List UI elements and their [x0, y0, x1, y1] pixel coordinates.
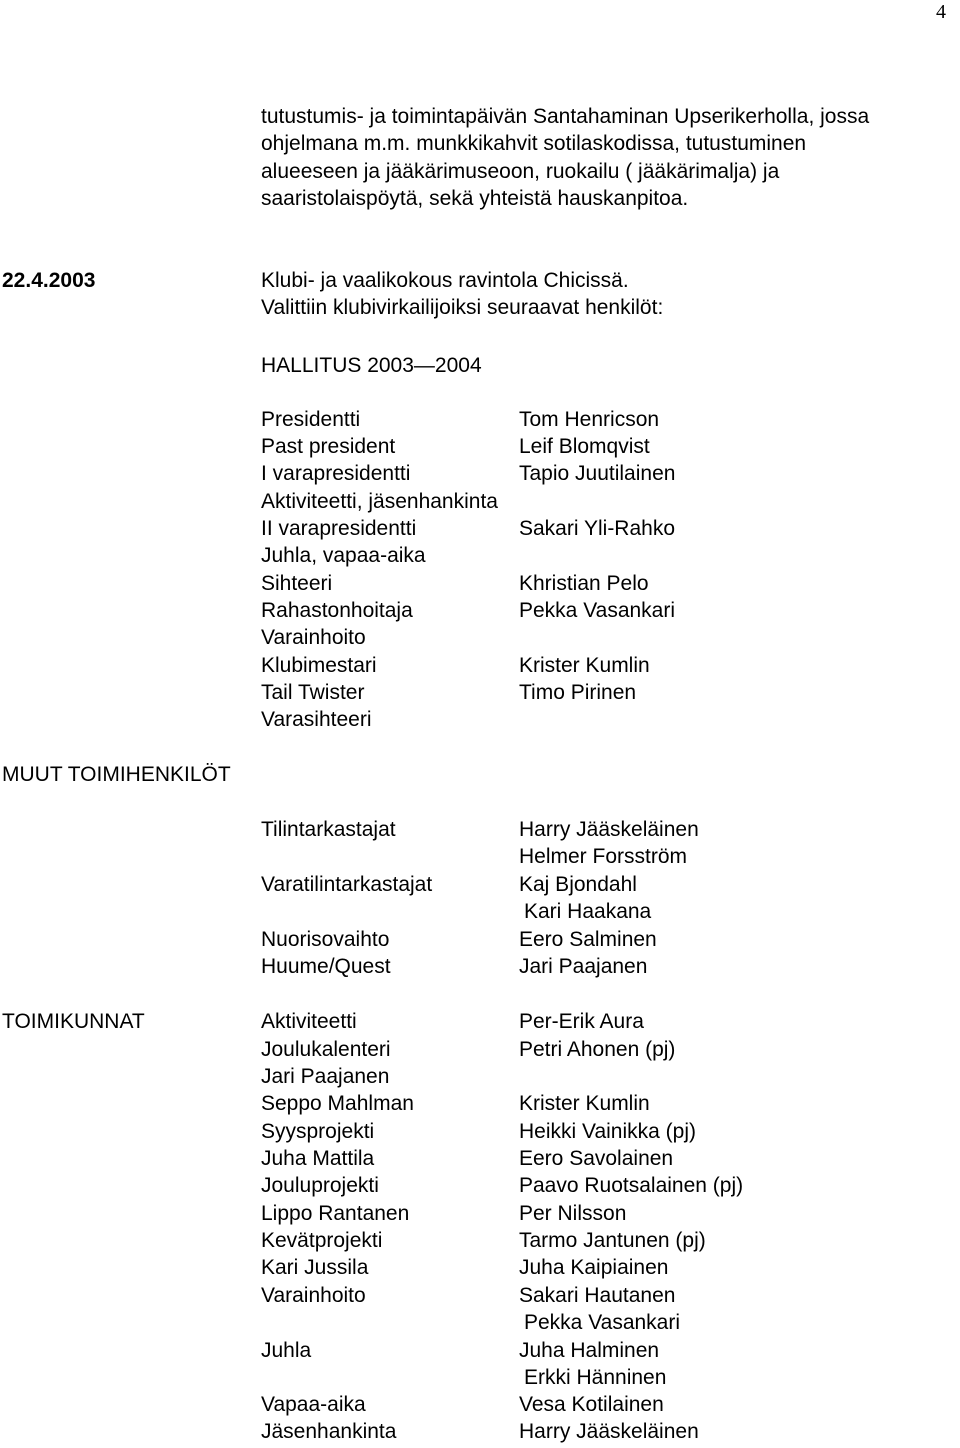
hallitus-role: Juhla, vapaa-aika	[261, 544, 426, 567]
toimikunta-role: Aktiviteetti	[261, 1010, 357, 1033]
toimikunta-role: Juha Mattila	[261, 1147, 375, 1170]
hallitus-role: Past president	[261, 435, 396, 458]
hallitus-name: Tapio Juutilainen	[519, 462, 676, 485]
toimikunta-name: Harry Jääskeläinen	[519, 1420, 699, 1443]
toimikunta-role: Jouluprojekti	[261, 1174, 379, 1197]
hallitus-name: Krister Kumlin	[519, 654, 650, 677]
muut-name: Eero Salminen	[519, 928, 657, 951]
toimikunta-name: Paavo Ruotsalainen (pj)	[519, 1174, 744, 1197]
muut-heading: MUUT TOIMIHENKILÖT	[2, 763, 231, 786]
muut-name: Kari Haakana	[524, 900, 652, 923]
toimikunta-name: Per Nilsson	[519, 1202, 627, 1225]
muut-role: Varatilintarkastajat	[261, 873, 433, 896]
intro-line: alueeseen ja jääkärimuseoon, ruokailu ( jääkärimalja) ja	[261, 159, 780, 183]
toimikunta-role: Jäsenhankinta	[261, 1420, 397, 1443]
muut-role: Tilintarkastajat	[261, 818, 396, 841]
hallitus-role: II varapresidentti	[261, 517, 417, 540]
toimikunta-name: Pekka Vasankari	[524, 1311, 681, 1334]
toimikunta-name: Tarmo Jantunen (pj)	[519, 1229, 706, 1252]
toimikunta-role: Lippo Rantanen	[261, 1202, 410, 1225]
muut-name: Helmer Forsström	[519, 845, 688, 868]
toimikunta-name: Sakari Hautanen	[519, 1284, 676, 1307]
meeting-title: Klubi- ja vaalikokous ravintola Chicissä.	[261, 269, 629, 292]
hallitus-role: Varainhoito	[261, 626, 366, 649]
toimikunta-role: Juhla	[261, 1339, 312, 1362]
toimikunta-role: Kari Jussila	[261, 1256, 369, 1279]
hallitus-role: Tail Twister	[261, 681, 365, 704]
hallitus-heading: HALLITUS 2003—2004	[261, 354, 482, 377]
meeting-subtitle: Valittiin klubivirkailijoiksi seuraavat henkilöt:	[261, 296, 664, 320]
intro-line: tutustumis- ja toimintapäivän Santahaminan Upserikerholla, jossa	[261, 105, 870, 128]
toimikunta-role: Varainhoito	[261, 1284, 366, 1307]
hallitus-name: Leif Blomqvist	[519, 435, 650, 458]
hallitus-role: Klubimestari	[261, 654, 377, 677]
intro-line: saaristolaispöytä, sekä yhteistä hauskanpitoa.	[261, 186, 689, 210]
hallitus-role: Rahastonhoitaja	[261, 599, 413, 622]
intro-line: ohjelmana m.m. munkkikahvit sotilaskodissa, tutustuminen	[261, 132, 807, 156]
hallitus-name: Tom Henricson	[519, 408, 660, 431]
toimikunta-role: Joulukalenteri	[261, 1038, 391, 1061]
hallitus-role: I varapresidentti	[261, 462, 411, 485]
hallitus-name: Pekka Vasankari	[519, 599, 676, 622]
toimikunta-role: Kevätprojekti	[261, 1229, 383, 1252]
muut-role: Huume/Quest	[261, 955, 391, 978]
meeting-date: 22.4.2003	[2, 269, 96, 292]
hallitus-name: Timo Pirinen	[519, 681, 637, 704]
muut-name: Kaj Bjondahl	[519, 873, 637, 896]
toimikunnat-heading: TOIMIKUNNAT	[2, 1010, 145, 1033]
hallitus-name: Sakari Yli-Rahko	[519, 517, 676, 540]
toimikunta-role: Jari Paajanen	[261, 1065, 390, 1088]
hallitus-role: Sihteeri	[261, 572, 333, 595]
hallitus-name: Khristian Pelo	[519, 572, 649, 595]
meeting-description	[261, 267, 663, 322]
toimikunta-name: Krister Kumlin	[519, 1092, 650, 1115]
toimikunta-name: Per-Erik Aura	[519, 1010, 644, 1033]
toimikunta-name: Juha Kaipiainen	[519, 1256, 669, 1279]
toimikunta-name: Heikki Vainikka (pj)	[519, 1120, 696, 1143]
hallitus-role: Aktiviteetti, jäsenhankinta	[261, 490, 498, 513]
hallitus-role: Presidentti	[261, 408, 361, 431]
muut-name: Jari Paajanen	[519, 955, 648, 978]
toimikunta-role: Seppo Mahlman	[261, 1092, 414, 1115]
toimikunta-name: Eero Savolainen	[519, 1147, 674, 1170]
toimikunta-name: Juha Halminen	[519, 1339, 660, 1362]
intro-paragraph	[261, 103, 869, 212]
toimikunta-role: Vapaa-aika	[261, 1393, 366, 1416]
toimikunta-role: Syysprojekti	[261, 1120, 375, 1143]
muut-name: Harry Jääskeläinen	[519, 818, 699, 841]
toimikunta-name: Vesa Kotilainen	[519, 1393, 664, 1416]
toimikunta-name: Erkki Hänninen	[524, 1366, 667, 1389]
page-number: 4	[936, 1, 946, 23]
toimikunta-name: Petri Ahonen (pj)	[519, 1038, 676, 1061]
hallitus-role: Varasihteeri	[261, 708, 372, 731]
muut-role: Nuorisovaihto	[261, 928, 390, 951]
